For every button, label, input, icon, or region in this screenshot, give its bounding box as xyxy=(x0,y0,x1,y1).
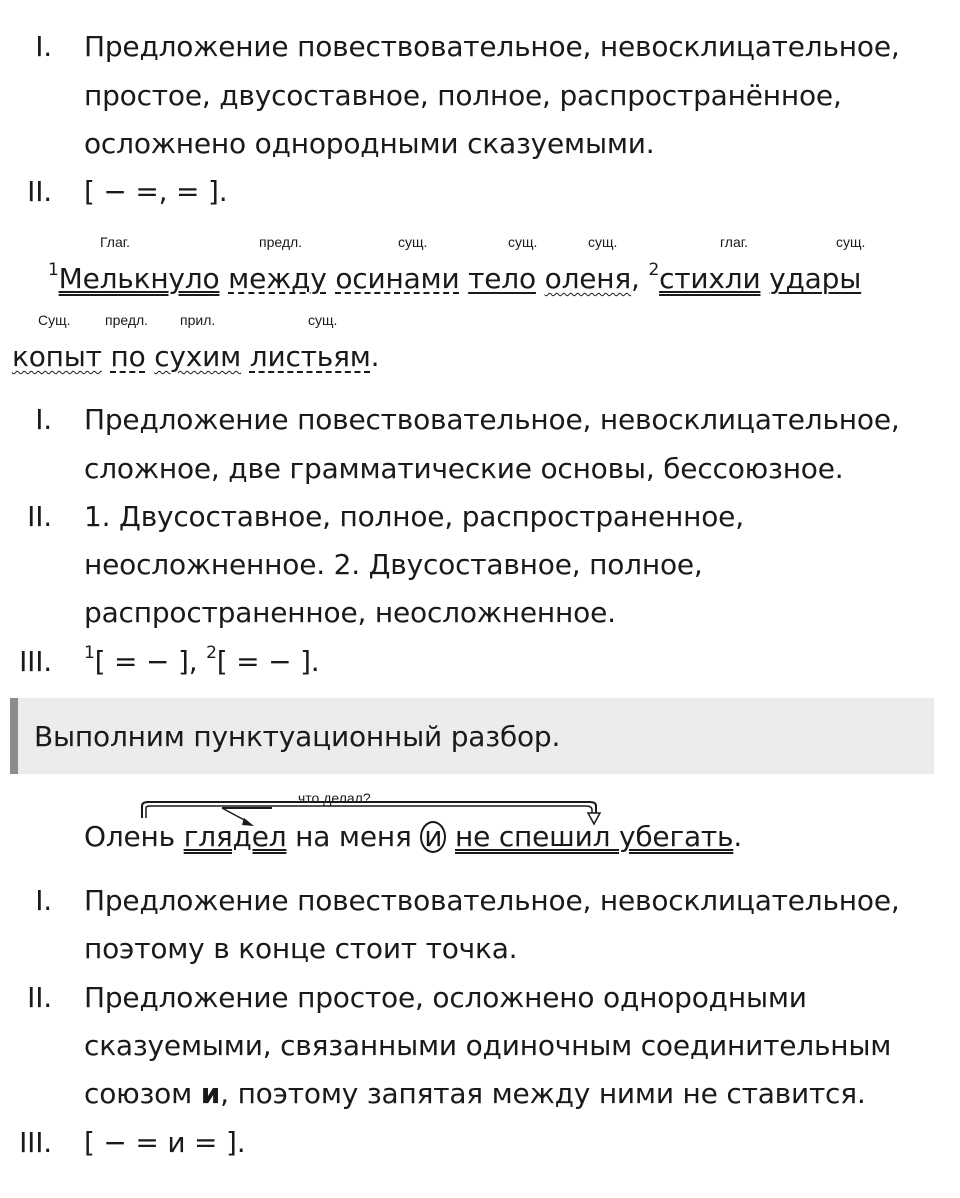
section-banner xyxy=(10,698,934,774)
pos-label: сущ. xyxy=(508,234,538,250)
block1-item-II xyxy=(0,175,960,209)
period: . xyxy=(370,340,380,373)
block1-item-I xyxy=(0,30,960,64)
question-label: что делал? xyxy=(298,790,371,806)
text-part: , поэтому запятая между ними не ставится. xyxy=(220,1077,866,1110)
conjunction-circled: и xyxy=(420,821,446,853)
sentence3 xyxy=(84,820,742,854)
pos-label: сущ. xyxy=(588,234,618,250)
block2-item-I xyxy=(0,403,960,437)
list-text: осложнено однородными сказуемыми. xyxy=(84,127,655,160)
subject-word: Олень xyxy=(84,820,175,853)
list-number: I. xyxy=(35,30,52,63)
sentence2-line1 xyxy=(48,259,862,296)
pos-label: Сущ. xyxy=(38,312,71,328)
list-number: I. xyxy=(35,403,52,436)
circumstance-word: осинами xyxy=(335,262,460,295)
scheme-part: [ = − ], xyxy=(94,645,207,678)
block3-item-II-cont2 xyxy=(0,1077,960,1111)
clause-number: 1 xyxy=(84,642,95,663)
predicate-word: глядел xyxy=(183,820,287,853)
list-number: I. xyxy=(35,884,52,917)
scheme-part: [ = − ]. xyxy=(216,645,320,678)
scheme-text xyxy=(84,642,320,679)
list-number: II. xyxy=(27,175,52,208)
block1-item-I-cont1 xyxy=(0,79,960,113)
clause-number: 2 xyxy=(206,642,217,663)
block3-item-II-cont1 xyxy=(0,1029,960,1063)
attribute-word: копыт xyxy=(12,340,102,373)
list-text: простое, двусоставное, полное, распространённое, xyxy=(84,79,842,112)
block2-item-II xyxy=(0,500,960,534)
predicate-word: Мелькнуло xyxy=(58,262,220,295)
list-text: сказуемыми, связанными одиночным соединительным xyxy=(84,1029,892,1062)
bold-conjunction: и xyxy=(200,1077,221,1110)
pos-label: предл. xyxy=(105,312,149,328)
circumstance-word: листьям xyxy=(249,340,371,373)
list-text: Предложение повествовательное, невосклицательное, xyxy=(84,30,900,63)
circumstance-word: по xyxy=(110,340,146,373)
banner-text: Выполним пунктуационный разбор. xyxy=(34,720,561,753)
list-text: распространенное, неосложненное. xyxy=(84,596,616,629)
block2-item-II-cont2 xyxy=(0,596,960,630)
list-text: Предложение повествовательное, невосклицательное, xyxy=(84,884,900,917)
clause-number: 2 xyxy=(648,259,660,280)
sentence2-line2 xyxy=(12,340,379,374)
list-text: неосложненное. 2. Двусоставное, полное, xyxy=(84,548,703,581)
list-number: II. xyxy=(27,981,52,1014)
comma: , xyxy=(631,262,640,295)
list-text: Предложение простое, осложнено однородными xyxy=(84,981,807,1014)
pos-label: предл. xyxy=(259,234,303,250)
list-number: III. xyxy=(19,1126,52,1159)
list-text xyxy=(84,1077,866,1111)
attribute-word: оленя xyxy=(544,262,632,295)
list-text: поэтому в конце стоит точка. xyxy=(84,932,518,965)
block2-item-III xyxy=(0,642,960,679)
pos-label: сущ. xyxy=(836,234,866,250)
list-text: 1. Двусоставное, полное, распространенное, xyxy=(84,500,744,533)
list-number: II. xyxy=(27,500,52,533)
circumstance-word: между xyxy=(228,262,327,295)
block3-item-I-cont xyxy=(0,932,960,966)
pos-label: сущ. xyxy=(398,234,428,250)
pos-label: глаг. xyxy=(720,234,749,250)
period: . xyxy=(733,820,743,853)
scheme-text: [ − = и = ]. xyxy=(84,1126,246,1159)
object-words: на меня xyxy=(295,820,412,853)
list-text: сложное, две грамматические основы, бессоюзное. xyxy=(84,452,844,485)
scheme-text: [ − =, = ]. xyxy=(84,175,228,208)
block2-item-II-cont1 xyxy=(0,548,960,582)
block3-item-I xyxy=(0,884,960,918)
block2-item-I-cont xyxy=(0,452,960,486)
predicate-word: не спешил убегать xyxy=(455,820,734,853)
clause-number: 1 xyxy=(48,259,59,280)
predicate-word: стихли xyxy=(659,262,761,295)
subject-word: тело xyxy=(468,262,536,295)
subject-word: удары xyxy=(769,262,862,295)
text-part: союзом xyxy=(84,1077,201,1110)
pos-label: прил. xyxy=(180,312,216,328)
pos-label: Глаг. xyxy=(100,234,131,250)
block3-item-II xyxy=(0,981,960,1015)
block1-item-I-cont2 xyxy=(0,127,960,161)
list-text: Предложение повествовательное, невосклицательное, xyxy=(84,403,900,436)
pos-label: сущ. xyxy=(308,312,338,328)
attribute-word: сухим xyxy=(154,340,242,373)
block3-item-III xyxy=(0,1126,960,1160)
list-number: III. xyxy=(19,645,52,678)
